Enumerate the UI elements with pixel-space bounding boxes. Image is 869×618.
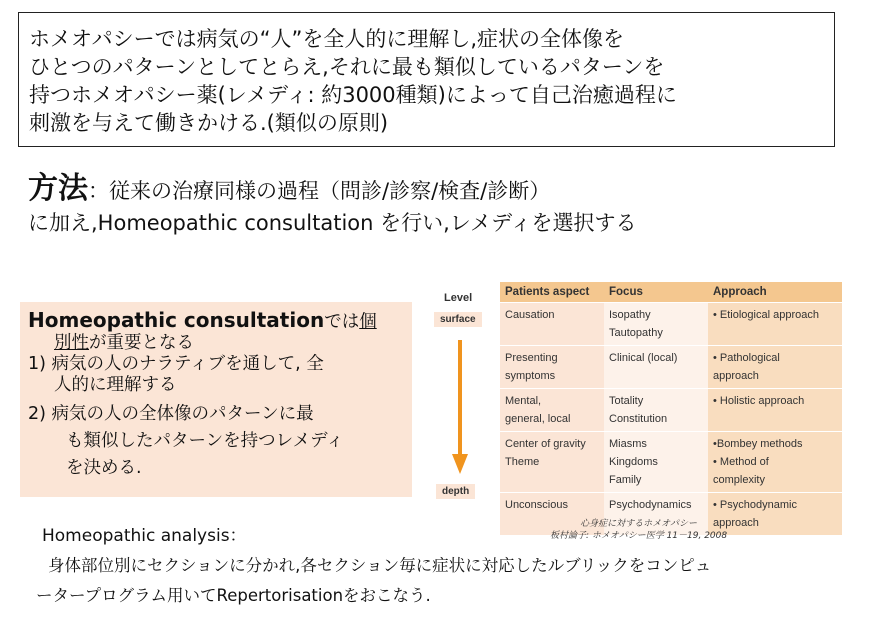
approach-table xyxy=(500,282,842,535)
cell-text: approach xyxy=(713,370,759,382)
table-header-row xyxy=(500,282,842,303)
header-approach: Approach xyxy=(708,282,842,303)
method-section xyxy=(28,173,637,239)
cell-text: • Method of xyxy=(713,456,769,468)
intro-line: ひとつのパターンとしてとらえ,それに最も類似しているパターンを xyxy=(29,55,665,79)
cell-text: symptoms xyxy=(505,370,556,382)
cell-text: Mental, xyxy=(505,395,542,407)
consultation-item-2-cont: も類似したパターンを持つレメディ xyxy=(66,431,344,451)
cell-text: Center of gravity xyxy=(505,438,586,450)
cell-text: approach xyxy=(713,517,759,529)
cell-text: Family xyxy=(609,474,642,486)
consultation-heading-suffix: では xyxy=(324,312,360,332)
cell-focus xyxy=(604,389,708,432)
consultation-heading-rest: が重要となる xyxy=(89,333,194,353)
intro-line: 刺激を与えて働きかける.(類似の原則) xyxy=(29,111,389,135)
cell-approach xyxy=(708,389,842,432)
cell-text: • Holistic approach xyxy=(713,395,805,407)
header-patients-aspect: Patients aspect xyxy=(500,282,604,303)
cell-aspect xyxy=(500,346,604,389)
consultation-panel xyxy=(20,302,412,497)
cell-aspect xyxy=(500,389,604,432)
cell-text: Totality xyxy=(609,395,644,407)
consultation-item-2: 2) 病気の人の全体像のパターンに最 xyxy=(28,404,314,424)
intro-line: 持つホメオパシー薬(レメディ: 約3000種類)によって自己治癒過程に xyxy=(29,83,677,107)
cell-text: Isopathy xyxy=(609,309,651,321)
consultation-item-1-cont: 人的に理解する xyxy=(54,375,177,395)
consultation-item-1: 1) 病気の人のナラティブを通して, 全 xyxy=(28,354,324,374)
consultation-heading xyxy=(28,310,406,333)
consultation-heading-cont xyxy=(28,333,406,354)
analysis-line1: 身体部位別にセクションに分かれ,各セクション毎に症状に対応したルブリックをコンピュ xyxy=(48,556,712,575)
table-row xyxy=(500,432,842,493)
cell-focus xyxy=(604,346,708,389)
table-row xyxy=(500,389,842,432)
cell-text: Unconscious xyxy=(505,499,568,511)
cell-text: Psychodynamics xyxy=(609,499,692,511)
cell-text: complexity xyxy=(713,474,765,486)
header-focus: Focus xyxy=(604,282,708,303)
cell-text: • Etiological approach xyxy=(713,309,819,321)
cell-approach xyxy=(708,493,842,536)
table-row xyxy=(500,303,842,346)
depth-arrow-icon xyxy=(450,338,470,478)
cell-text: Miasms xyxy=(609,438,647,450)
method-line2: に加え,Homeopathic consultation を行い,レメディを選択する xyxy=(28,211,637,235)
cell-approach xyxy=(708,303,842,346)
cell-text: • Psychodynamic xyxy=(713,499,797,511)
cell-focus xyxy=(604,432,708,493)
table-row xyxy=(500,346,842,389)
analysis-title: Homeopathic analysis： xyxy=(42,526,247,546)
cell-text: general, local xyxy=(505,413,571,425)
cell-aspect xyxy=(500,432,604,493)
cell-text: Clinical (local) xyxy=(609,352,678,364)
cell-text: Tautopathy xyxy=(609,327,663,339)
cell-text: •Bombey methods xyxy=(713,438,803,450)
cell-aspect xyxy=(500,303,604,346)
cell-approach xyxy=(708,432,842,493)
cell-text: Constitution xyxy=(609,413,668,425)
cell-text: Presenting xyxy=(505,352,558,364)
cell-text: Causation xyxy=(505,309,555,321)
cell-text: Theme xyxy=(505,456,540,468)
citation-line1: 心身症に対するホメオパシー xyxy=(580,519,697,529)
intro-line: ホメオパシーでは病気の“人”を全人的に理解し,症状の全体像を xyxy=(29,27,625,51)
surface-label: surface xyxy=(434,312,482,327)
level-label: Level xyxy=(444,292,473,304)
depth-label: depth xyxy=(436,484,475,499)
analysis-line2: ータープログラム用いてRepertorisationをおこなう. xyxy=(36,586,431,605)
method-line1: ：従来の治療同様の過程（問診/診察/検査/診断） xyxy=(88,179,551,203)
consultation-underline-1: 個 xyxy=(359,312,377,332)
analysis-section xyxy=(36,521,712,611)
cell-text: • Pathological xyxy=(713,352,780,364)
consultation-heading-text: Homeopathic consultation xyxy=(28,308,325,332)
method-title: 方法 xyxy=(28,171,88,206)
intro-box xyxy=(18,12,835,147)
consultation-underline-2: 別性 xyxy=(54,333,89,353)
citation-line2: 板村論子: ホメオパシー医学 11－19, 2008 xyxy=(550,531,728,541)
consultation-item-2-end: を決める. xyxy=(66,458,142,478)
cell-approach xyxy=(708,346,842,389)
cell-text: Kingdoms xyxy=(609,456,658,468)
cell-focus xyxy=(604,303,708,346)
